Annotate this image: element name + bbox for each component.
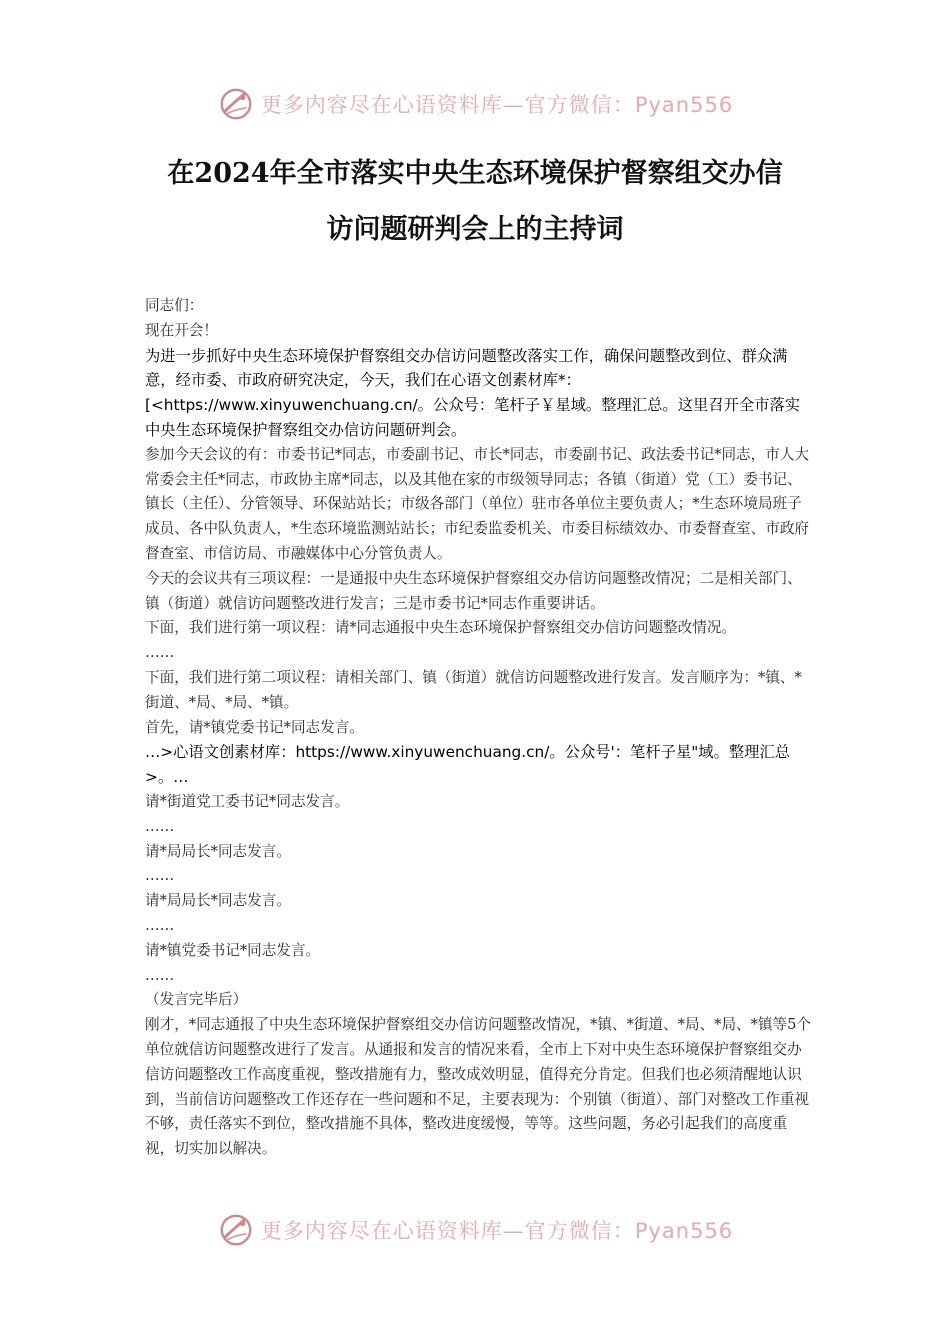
watermark-account: Pyan556 <box>634 1219 734 1243</box>
title-line-2: 访问题研判会上的主持词 <box>326 214 624 245</box>
title-line-1: 在2024年全市落实中央生态环境保护督察组交办信 <box>167 158 783 189</box>
document-body <box>145 294 815 1162</box>
paragraph: …… <box>145 817 175 835</box>
paragraph: 同志们： <box>145 297 204 314</box>
paragraph: 参加今天会议的有：市委书记*同志，市委副书记、市长*同志，市委副书记、政法委书记*同志，市人大常委会主任*同志，市政协主席*同志，以及其他在家的市级领导同志；各镇（街道）党（工）委书记、镇长（主任）、分管领导、环保站站长；市级各部门（单位）驻市各单位主要负责人；*生态环境局班子成员、各中队负责人，*生态环境监测站站长；市纪委监委机关、市委目标绩效办、市委督查室、市政府督查室、市信访局、市融媒体中心分管负责人。 <box>145 445 810 562</box>
paragraph: …… <box>145 966 175 984</box>
paragraph: 刚才，*同志通报了中央生态环境保护督察组交办信访问题整改情况，*镇、*街道、*局、*局、*镇等5个单位就信访问题整改进行了发言。从通报和发言的情况来看，全市上下对中央生态环境保护督察组交办信访问题整改工作高度重视，整改措施有力，整改成效明显，值得充分肯定。但我们也必须清醒地认识到，当前信访问题整改工作还存在一些问题和不足，主要表现为：个别镇（街道）、部门对整改工作重视不够，责任落实不到位，整改措施不具体，整改进度缓慢，等等。这些问题，务必引起我们的高度重视，切实加以解决。 <box>145 1016 812 1158</box>
paragraph: 今天的会议共有三项议程：一是通报中央生态环境保护督察组交办信访问题整改情况；二是相关部门、镇（街道）就信访问题整改进行发言；三是市委书记*同志作重要讲话。 <box>145 569 802 612</box>
paragraph: …… <box>145 644 175 662</box>
header-watermark-banner <box>0 84 950 124</box>
paragraph: …>心语文创素材库：https://www.xinyuwenchuang.cn/。公众号'：笔杆子星"域。整理汇总>。… <box>145 743 791 787</box>
paragraph: 请*局局长*同志发言。 <box>145 842 291 860</box>
hand-pen-logo-icon <box>217 1211 255 1249</box>
footer-watermark-banner <box>0 1210 950 1250</box>
paragraph: 首先，请*镇党委书记*同志发言。 <box>145 718 364 736</box>
paragraph: （发言完毕后） <box>145 991 248 1009</box>
paragraph: 为进一步抓好中央生态环境保护督察组交办信访问题整改落实工作，确保问题整改到位、群众满意，经市委、市政府研究决定，今天，我们在心语文创素材库*：[<https://www.xinyuwenchuang.cn/。公众号：笔杆子￥星域。整理汇总。这里召开全市落实中央生态环境保护督察组交办信访问题研判会。 <box>145 346 801 439</box>
paragraph: 现在开会！ <box>145 321 218 339</box>
paragraph: 请*镇党委书记*同志发言。 <box>145 941 321 959</box>
paragraph: 下面，我们进行第一项议程：请*同志通报中央生态环境保护督察组交办信访问题整改情况。 <box>145 619 737 637</box>
watermark-account: Pyan556 <box>634 93 734 117</box>
paragraph: 请*街道党工委书记*同志发言。 <box>145 792 350 810</box>
paragraph: …… <box>145 867 175 885</box>
watermark-text: 更多内容尽在心语资料库—官方微信：Pyan556 <box>260 93 734 117</box>
document-title <box>120 146 830 258</box>
paragraph: …… <box>145 916 175 934</box>
hand-pen-logo-icon <box>217 85 255 123</box>
paragraph: 请*局局长*同志发言。 <box>145 892 291 910</box>
paragraph: 下面，我们进行第二项议程：请相关部门、镇（街道）就信访问题整改进行发言。发言顺序为：*镇、*街道、*局、*局、*镇。 <box>145 668 802 711</box>
watermark-text: 更多内容尽在心语资料库—官方微信：Pyan556 <box>260 1219 734 1243</box>
